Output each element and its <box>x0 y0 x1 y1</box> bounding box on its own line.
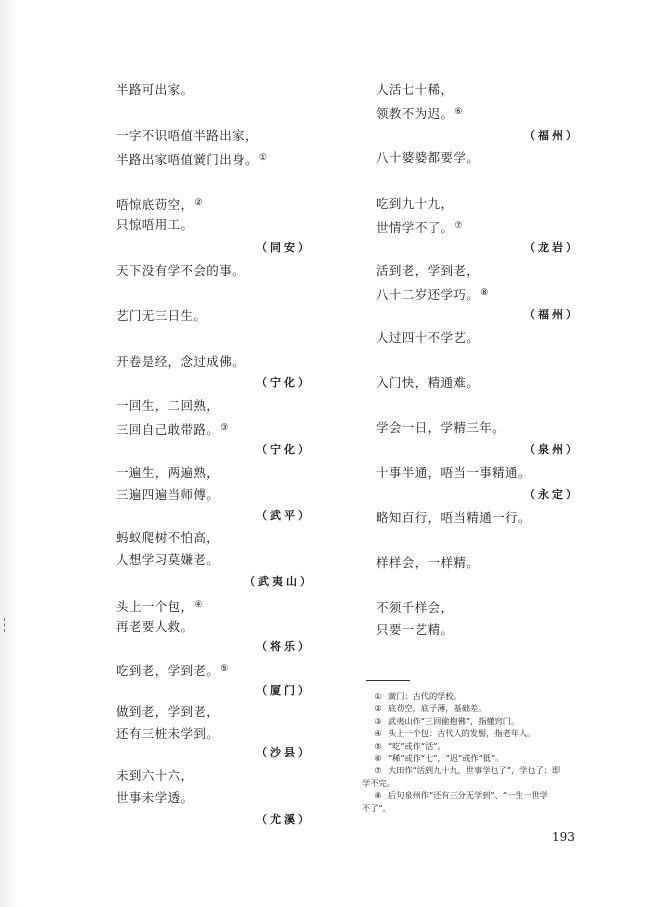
proverb-line: 一回生，二回熟， <box>116 398 220 413</box>
source-label: （沙县） <box>256 746 312 759</box>
page-gutter-shadow <box>0 0 18 907</box>
proverb-line: 世事未学透。 <box>116 790 194 805</box>
footnote-number: ⑥ <box>374 753 382 764</box>
footnote: ② 底苆空，底子薄，基础差。 <box>362 702 598 714</box>
footnote: ① 黉门：古代的学校。 <box>362 690 598 702</box>
proverb-line: 再老要人救。 <box>116 619 194 634</box>
source-label: （宁化） <box>256 376 312 389</box>
proverb-line: 吃到老，学到老。⑤ <box>116 663 229 678</box>
footnotes <box>362 690 598 814</box>
proverb-line: 只要一艺精。 <box>376 622 454 637</box>
footnote-continuation: 学不完。 <box>362 777 395 788</box>
footnote-ref: ① <box>258 153 268 163</box>
footnote-ref: ⑧ <box>480 288 489 298</box>
source-label: （武夷山） <box>244 575 314 588</box>
proverb-line: 开卷是经，念过成佛。 <box>116 354 246 369</box>
proverb-line: 八十婆婆都要学。 <box>376 150 480 165</box>
footnote-number: ② <box>374 703 382 714</box>
proverb-line: 未到六十六， <box>116 768 194 783</box>
footnote-number: ④ <box>374 728 382 739</box>
proverb-line: 十事半通，唔当一事精通。 <box>376 465 531 480</box>
proverb-line: 样样会，一样精。 <box>376 555 480 570</box>
proverb-line: 活到老，学到老， <box>376 263 480 278</box>
footnote-ref: ④ <box>194 600 203 610</box>
proverb-line: 世情学不了。⑦ <box>376 220 463 235</box>
footnote: ③ 武夷山作“三回偷抱佛”，指懂窍门。 <box>362 715 598 727</box>
footnote-number: ① <box>374 691 382 701</box>
proverb-line: 三遍四遍当师傅。 <box>116 487 220 502</box>
source-label: （武平） <box>256 509 312 522</box>
proverb-line: 只惊唔用工。 <box>116 217 194 232</box>
proverb-line: 八十二岁还学巧。⑧ <box>376 287 489 302</box>
footnote: ⑤ “吃”或作“活”。 <box>362 740 598 752</box>
footnote: ④ 头上一个包：古代人的发髻，指老年人。 <box>362 727 598 739</box>
footnote-ref: ⑥ <box>454 107 463 117</box>
source-label: （福州） <box>524 129 580 142</box>
proverb-line: 还有三桩未学到。 <box>116 726 220 741</box>
source-label: （厦门） <box>256 684 312 697</box>
page-number: 193 <box>552 830 575 844</box>
footnote-divider <box>366 680 410 681</box>
footnote: ⑥ “稀”或作“七”，“迟”或作“低”。 <box>362 752 598 764</box>
footnote: ⑦ 大田作“活到九十九，世事学乜了”，学乜了：即 <box>362 764 598 776</box>
proverb-line: 入门快，精通难。 <box>376 375 480 390</box>
footnote-number: ⑦ <box>374 765 382 776</box>
source-label: （宁化） <box>256 443 312 456</box>
footnote-number: ③ <box>374 715 382 726</box>
proverb-line: 艺门无三日生。 <box>116 308 207 323</box>
footnote-ref: ③ <box>220 423 229 433</box>
proverb-line: 半路出家唔值黉门出身。① <box>116 152 268 167</box>
proverb-line: 人过四十不学艺。 <box>376 330 480 345</box>
proverb-line: 蚂蚁爬树不怕高， <box>116 530 220 545</box>
footnote-number: ⑤ <box>374 740 382 751</box>
footnote-ref: ⑤ <box>220 664 229 674</box>
proverb-line: 唔惊底苆空，② <box>116 197 203 212</box>
proverb-line: 半路可出家。 <box>116 82 194 97</box>
source-label: （同安） <box>256 241 312 254</box>
footnote-continuation: 不了”。 <box>362 802 391 813</box>
source-label: （泉州） <box>524 443 580 456</box>
scan-mark <box>4 618 8 632</box>
footnote: ⑧ 后句泉州作“还有三分无学到”、“一生一世学 <box>362 789 598 801</box>
proverb-line: 一字不识唔值半路出家， <box>116 128 258 143</box>
proverb-line: 领教不为迟。⑥ <box>376 106 463 121</box>
footnote-number: ⑧ <box>374 790 382 801</box>
proverb-line: 略知百行，唔当精通一行。 <box>376 510 531 525</box>
proverb-line: 不须千样会， <box>376 600 454 615</box>
footnote-ref: ② <box>194 198 203 208</box>
source-label: （福州） <box>524 308 580 321</box>
proverb-line: 头上一个包，④ <box>116 599 203 614</box>
source-label: （永定） <box>524 488 580 501</box>
proverb-line: 人活七十稀， <box>376 82 454 97</box>
source-label: （将乐） <box>256 640 312 653</box>
proverb-line: 人想学习莫嫌老。 <box>116 552 220 567</box>
proverb-line: 三回自己敢带路。③ <box>116 422 229 437</box>
source-label: （龙岩） <box>524 241 580 254</box>
proverb-line: 吃到九十九， <box>376 196 454 211</box>
footnote-ref: ⑦ <box>454 221 463 231</box>
source-label: （尤溪） <box>256 813 312 826</box>
proverb-line: 做到老，学到老， <box>116 704 220 719</box>
proverb-line: 学会一日，学精三年。 <box>376 420 506 435</box>
proverb-line: 一遍生，两遍熟， <box>116 465 220 480</box>
proverb-line: 天下没有学不会的事。 <box>116 263 246 278</box>
